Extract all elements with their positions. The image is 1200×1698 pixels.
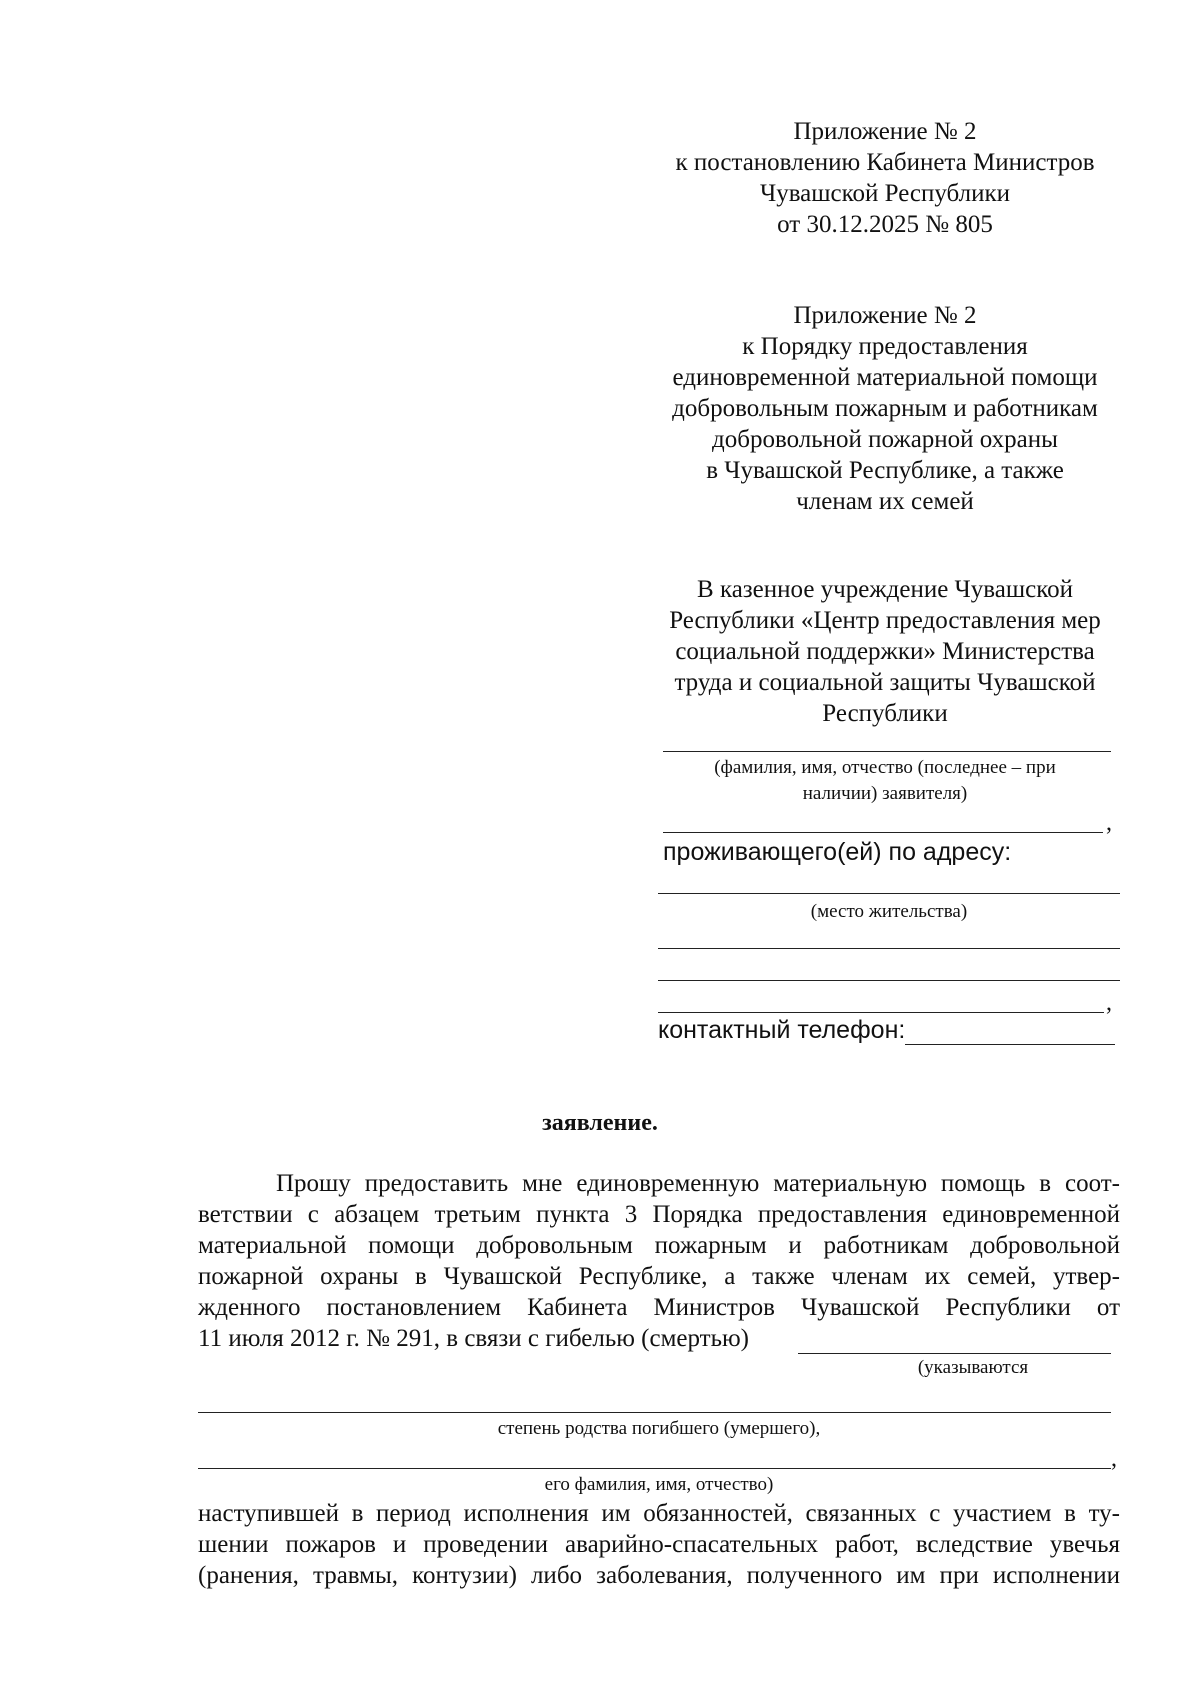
phone-label: контактный телефон: [658,1016,906,1044]
appendix-header-decree [650,116,1120,240]
body-line: жденного постановлением Кабинета Министров Чувашской Республики от [198,1294,1120,1321]
appendix-line: Приложение № 2 [793,118,977,145]
name-hint: его фамилия, имя, отчество) [544,1474,774,1495]
appendix-line: к постановлению Кабинета Министров [675,149,1095,176]
indicated-hint: (указываются [917,1357,1029,1378]
residence-field-line[interactable] [658,1012,1104,1013]
field-comma: , [1111,1446,1117,1472]
addressee-line: Республики [822,700,948,727]
applicant-name-field[interactable] [663,751,1111,752]
residence-field[interactable] [658,893,1120,894]
body-line: наступившей в период исполнения им обязанностей, связанных с участием в ту- [198,1500,1120,1527]
residence-hint: (место жительства) [810,901,968,922]
deceased-field[interactable] [798,1353,1111,1354]
appendix-header-procedure [650,300,1120,517]
residence-field-line[interactable] [658,980,1120,981]
body-line: Прошу предоставить мне единовременную материальную помощь в соот- [276,1170,1120,1197]
appendix-line: добровольным пожарным и работникам [672,395,1098,422]
relation-field[interactable] [198,1412,1111,1413]
appendix-line: единовременной материальной помощи [672,364,1098,391]
addressee-line: Республики «Центр предоставления мер [669,607,1101,634]
deceased-name-field[interactable] [198,1468,1111,1469]
document-title: заявление. [542,1110,658,1136]
addressee-line: труда и социальной защиты Чувашской [674,669,1096,696]
body-line: материальной помощи добровольным пожарным и работникам добровольной [198,1232,1120,1259]
residing-label: проживающего(ей) по адресу: [663,838,1012,866]
appendix-line: к Порядку предоставления [742,333,1028,360]
addressee-line: социальной поддержки» Министерства [675,638,1095,665]
body-line: пожарной охраны в Чувашской Республике, а также членам их семей, утвер- [198,1263,1120,1290]
field-comma: , [1106,810,1112,836]
body-line: ветствии с абзацем третьим пункта 3 Порядка предоставления единовременной [198,1201,1120,1228]
body-line: (ранения, травмы, контузии) либо заболевания, полученного им при исполнении [198,1562,1120,1589]
phone-field[interactable] [905,1044,1115,1045]
applicant-name-hint: (фамилия, имя, отчество (последнее – при [714,757,1056,778]
applicant-name-hint: наличии) заявителя) [802,783,968,804]
appendix-line: добровольной пожарной охраны [712,426,1058,453]
appendix-line: членам их семей [796,488,974,515]
application-body-continued [198,1498,1120,1591]
appendix-line: в Чувашской Республике, а также [706,457,1064,484]
body-line: 11 июля 2012 г. № 291, в связи с гибелью (смертью) [198,1325,750,1352]
relation-hint: степень родства погибшего (умершего), [497,1418,821,1439]
body-line: шении пожаров и проведении аварийно-спасательных работ, вследствие увечья [198,1531,1120,1558]
appendix-line: Приложение № 2 [793,302,977,329]
addressee-block [650,574,1120,729]
residence-field-line[interactable] [658,948,1120,949]
applicant-name-field-continued[interactable] [663,832,1103,833]
appendix-line: от 30.12.2025 № 805 [777,211,993,238]
application-body [198,1168,1120,1354]
field-comma: , [1106,990,1112,1016]
addressee-line: В казенное учреждение Чувашской [697,576,1073,603]
appendix-line: Чувашской Республики [759,180,1011,207]
